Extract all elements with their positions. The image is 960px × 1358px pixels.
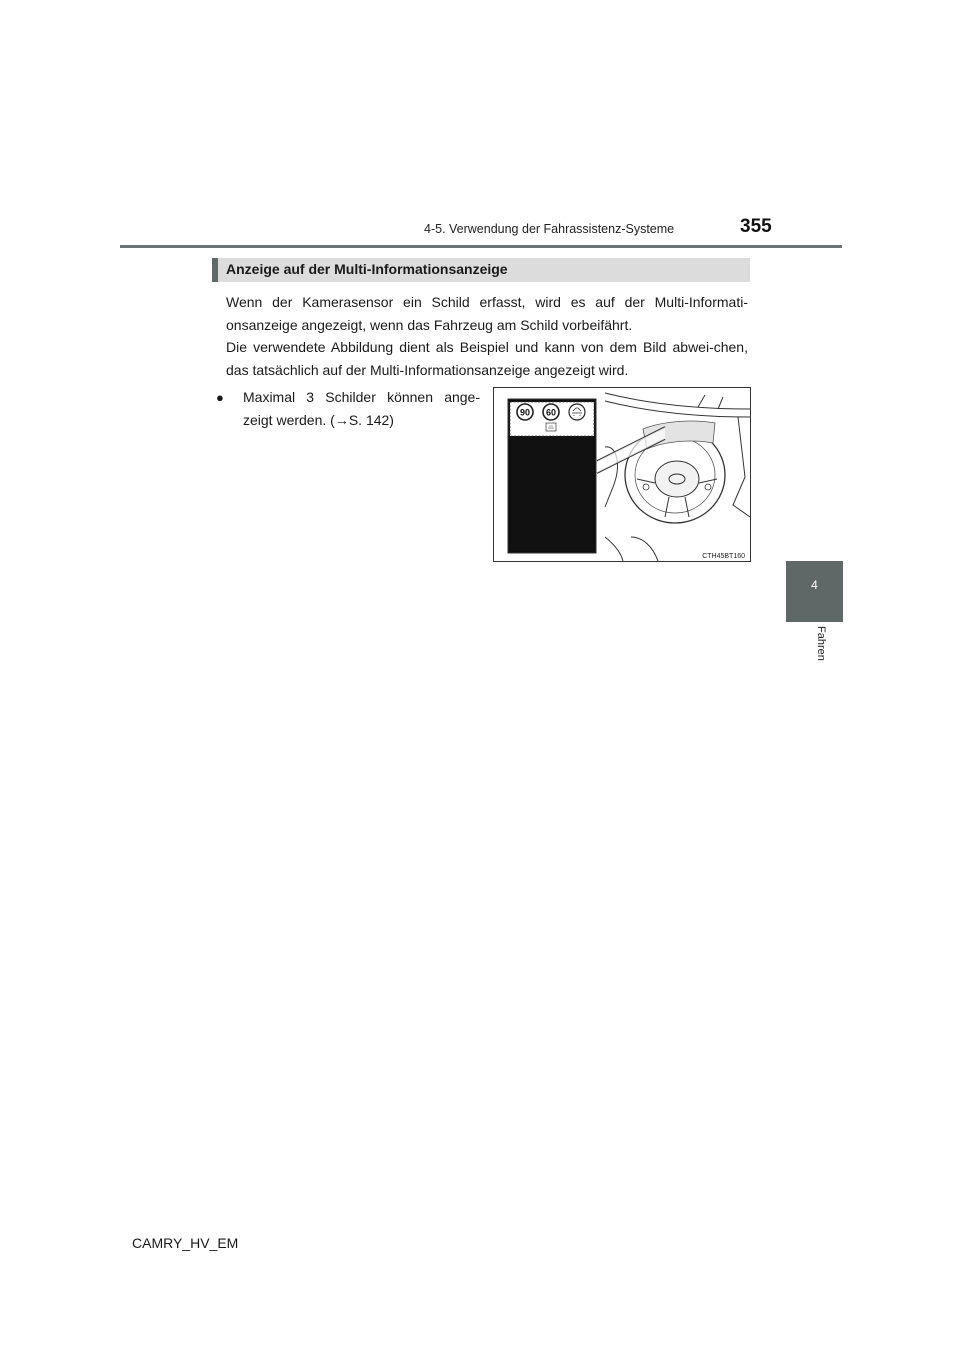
section-heading-bar (212, 258, 750, 282)
page-number: 355 (740, 216, 772, 237)
chapter-label: Fahren (815, 626, 827, 661)
chapter-tab (786, 561, 843, 622)
running-header: 4-5. Verwendung der Fahrassistenz-Systeme (424, 222, 675, 236)
bullet-item (216, 386, 480, 432)
header-rule (120, 245, 842, 248)
section-bar-accent (212, 258, 218, 282)
bullet-dot-icon: ● (216, 390, 224, 405)
chapter-number: 4 (811, 578, 818, 592)
section-title: Anzeige auf der Multi-Informationsanzeige (226, 261, 508, 277)
sign-90: 90 (519, 407, 531, 418)
body-paragraph-1: Wenn der Kamerasensor ein Schild erfasst, wird es auf der Multi-Informati-onsanzeige angezeigt, wenn das Fahrzeug am Schild vorbeifährt. (226, 294, 748, 333)
figure-code: CTH45BT160 (702, 553, 745, 560)
dashboard-illustration (493, 387, 751, 562)
sign-60: 60 (545, 407, 557, 418)
bullet-text: Maximal 3 Schilder können ange-zeigt werden. (→S. 142) (243, 389, 480, 428)
body-paragraph-2: Die verwendete Abbildung dient als Beispiel und kann von dem Bild abwei-chen, das tatsächlich auf der Multi-Informationsanzeige angezeigt wird. (226, 339, 748, 378)
footer-model-code: CAMRY_HV_EM (132, 1235, 239, 1251)
